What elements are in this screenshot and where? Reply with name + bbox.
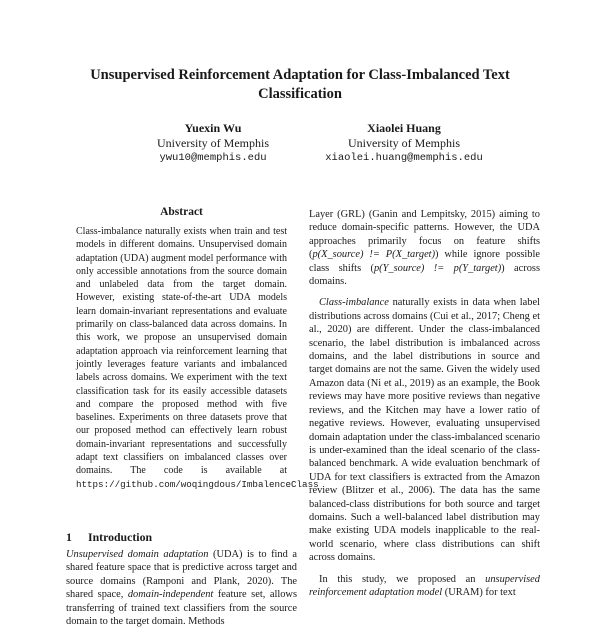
emphasis-term: unsupervised reinforcement adaptation model: [309, 573, 540, 598]
author-name: Xiaolei Huang: [367, 121, 441, 135]
math-feature-shift: p(X_source) != P(X_target): [312, 249, 436, 261]
code-link[interactable]: https://github.com/woqingdous/ImbalenceClass: [76, 478, 319, 490]
author-email: ywu10@memphis.edu: [159, 152, 267, 164]
section-heading-introduction: [66, 530, 152, 545]
intro-text: (UDA) is to find a shared feature space that is predictive across target and source domains (Ramponi and Plank, 2020). The shared space,: [66, 549, 297, 601]
lead-term: Class-imbalance: [319, 297, 389, 309]
body-text: (URAM) for text: [442, 586, 516, 598]
math-class-shift: p(Y_source) != p(Y_target): [373, 262, 502, 274]
author-affiliation: University of Memphis: [157, 136, 269, 150]
body-text: ) across domains.: [309, 262, 540, 288]
section-title: Introduction: [88, 530, 153, 544]
right-paragraph-2: [309, 296, 540, 564]
body-text: Layer (GRL) (Ganin and Lempitsky, 2015) aiming to reduce domain-specific patterns. However, the UDA approaches primarily focus on feature shifts (: [309, 209, 540, 261]
right-paragraph-3: [309, 573, 540, 600]
author-affiliation: University of Memphis: [348, 136, 460, 150]
author-name: Yuexin Wu: [184, 121, 242, 135]
introduction-paragraph: [66, 548, 297, 628]
body-text: In this study, we proposed an: [319, 573, 486, 585]
abstract-body: [76, 225, 319, 491]
author-email: xiaolei.huang@memphis.edu: [325, 152, 483, 164]
body-text: ) while ignore possible class shifts (: [309, 249, 540, 274]
paper-title: Unsupervised Reinforcement Adaptation for Class-Imbalanced Text Classification: [90, 67, 510, 102]
abstract-text: Class-imbalance naturally exists when train and test models in different domains. Unsupervised domain adaptation (UDA) augment model performance with only accessible annotations from the source domain and unlabeled data from the target domain. However, existing state-of-the-art UDA models learn domain-invariant representations and evaluate primarily on class-balanced data across domains. In this work, we propose an unsupervised domain adaptation approach via reinforcement learning that jointly leverages feature variants and imbalanced labels across domains. We experiment with the text classification task for its easily accessible datasets and compare the proposed method with five baselines. Experiments on three datasets prove that our proposed method can effectively learn robust domain-invariant representations and successfully adapt text classifiers on imbalanced classes over domains. The code is available at: [76, 226, 287, 477]
intro-lead-term: Unsupervised domain adaptation: [66, 549, 209, 560]
right-column: [309, 208, 540, 599]
section-number: 1: [66, 530, 72, 544]
author-block-2: [284, 121, 524, 166]
right-paragraph-1: [309, 208, 540, 288]
intro-text: feature set, allows transferring of trained text classifiers from the source domain to the target domain. Methods: [66, 589, 297, 628]
body-text: naturally exists in data when label distributions across domains (Cui et al., 2017; Cheng et al., 2020) are different. Under the class-imbalanced scenario, the label distribution is imbalanced across domains, and the label distributions in source and target domains are not the same. Given the widely used Amazon data (Ni et al., 2019) as an example, the Book reviews may have more positive reviews than negative reviews, and the Kitchen may have a lower ratio of negative reviews. However, evaluating unsupervised domain adaptation under the class-imbalanced scenario is under-examined than the ideal scenario of the class-balanced benchmark. A wide evaluation benchmark of UDA for text classifiers is extracted from the Amazon review (Blitzer et al., 2006). The data has the same balanced-class distributions for both source and target domains. Such a well-balanced label distribution may make existing UDA models inapplicable to the real-world scenario, where class distributions can shift across domains.: [309, 297, 540, 564]
abstract-heading: Abstract: [160, 206, 203, 218]
intro-emphasis: domain-independent: [127, 589, 214, 601]
